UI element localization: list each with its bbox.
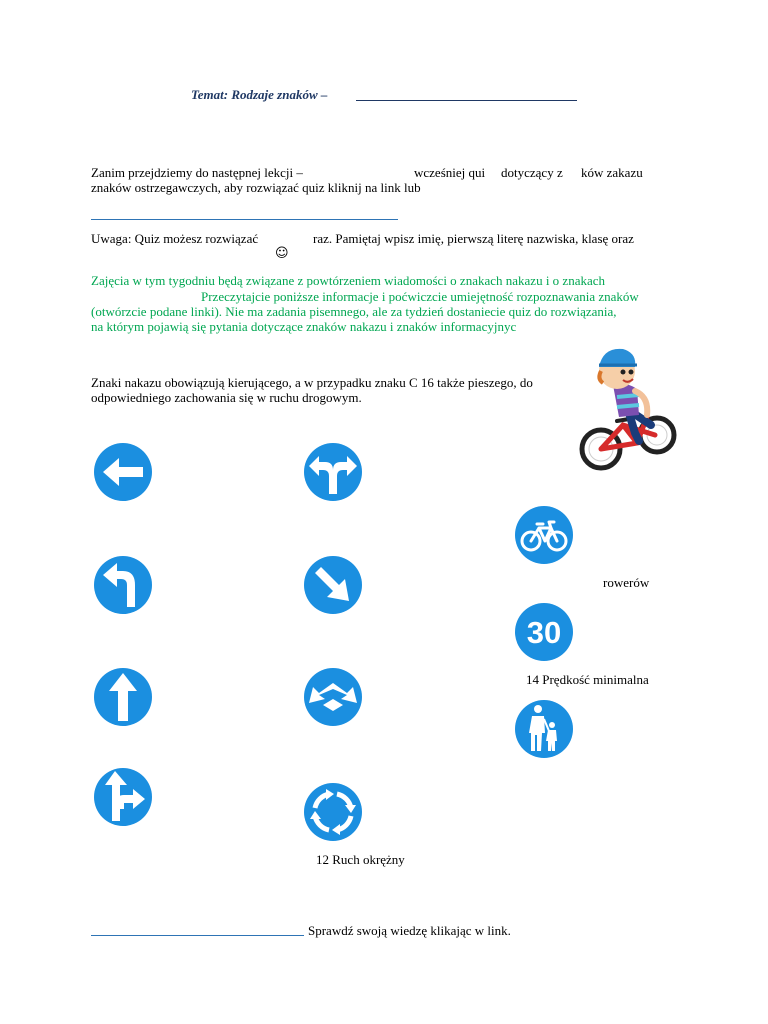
- fork-left-right-sign-icon: [301, 440, 365, 504]
- title-underline: [356, 100, 577, 101]
- straight-ahead-sign-icon: [91, 665, 155, 729]
- mandatory-text-2: odpowiedniego zachowania się w ruchu drogowym.: [91, 390, 362, 405]
- roundabout-sign-icon: [301, 780, 365, 844]
- straight-or-right-sign-icon: [91, 765, 155, 829]
- intro-text-4: ków zakazu: [581, 165, 643, 180]
- caption-min-speed: 14 Prędkość minimalna: [526, 672, 649, 687]
- caption-roundabout: 12 Ruch okrężny: [316, 852, 405, 867]
- pass-either-side-sign-icon: [301, 665, 365, 729]
- min-speed-value: 30: [526, 615, 562, 650]
- smiley-icon: ☺: [275, 246, 289, 261]
- footer-link-blank[interactable]: [91, 935, 304, 936]
- intro-text-2: wcześniej qui: [414, 165, 486, 180]
- intro-text-line2: znaków ostrzegawczych, aby rozwiązać quiz kliknij na link lub: [91, 180, 421, 195]
- info-line-3: (otwórzcie podane linki). Nie ma zadania pisemnego, ale za tydzień dostaniecie quiz do rozwiązania,: [91, 304, 617, 319]
- note-text-2: raz. Pamiętaj wpisz imię, pierwszą literę nazwiska, klasę oraz: [313, 231, 634, 246]
- mandatory-text-1: Znaki nakazu obowiązują kierującego, a w przypadku znaku C 16 także pieszego, do: [91, 375, 533, 390]
- info-line-1: Zajęcia w tym tygodniu będą związane z powtórzeniem wiadomości o znakach nakazu i o znakach: [91, 273, 606, 288]
- keep-right-diagonal-sign-icon: [301, 553, 365, 617]
- page-title: Temat: Rodzaje znaków –: [191, 87, 328, 102]
- arrow-left-sign-icon: [91, 440, 155, 504]
- pedestrian-path-sign-icon: [511, 697, 577, 761]
- info-line-2: Przeczytajcie poniższe informacje i poćwiczcie umiejętność rozpoznawania znaków: [201, 289, 639, 304]
- boy-on-bicycle-illustration-icon: [577, 345, 677, 481]
- intro-text-1: Zanim przejdziemy do następnej lekcji –: [91, 165, 303, 180]
- turn-left-sign-icon: [91, 553, 155, 617]
- bicycle-path-sign-icon: [511, 503, 577, 567]
- minimum-speed-sign-icon: [511, 600, 577, 664]
- caption-bicycles: rowerów: [603, 575, 650, 590]
- note-text-1: Uwaga: Quiz możesz rozwiązać: [91, 231, 259, 246]
- info-line-4: na którym pojawią się pytania dotyczące znaków nakazu i znaków informacyjnyc: [91, 319, 517, 334]
- footer-text: Sprawdź swoją wiedzę klikając w link.: [308, 923, 511, 938]
- intro-text-3: dotyczący z: [501, 165, 563, 180]
- quiz-link-blank[interactable]: [91, 219, 398, 220]
